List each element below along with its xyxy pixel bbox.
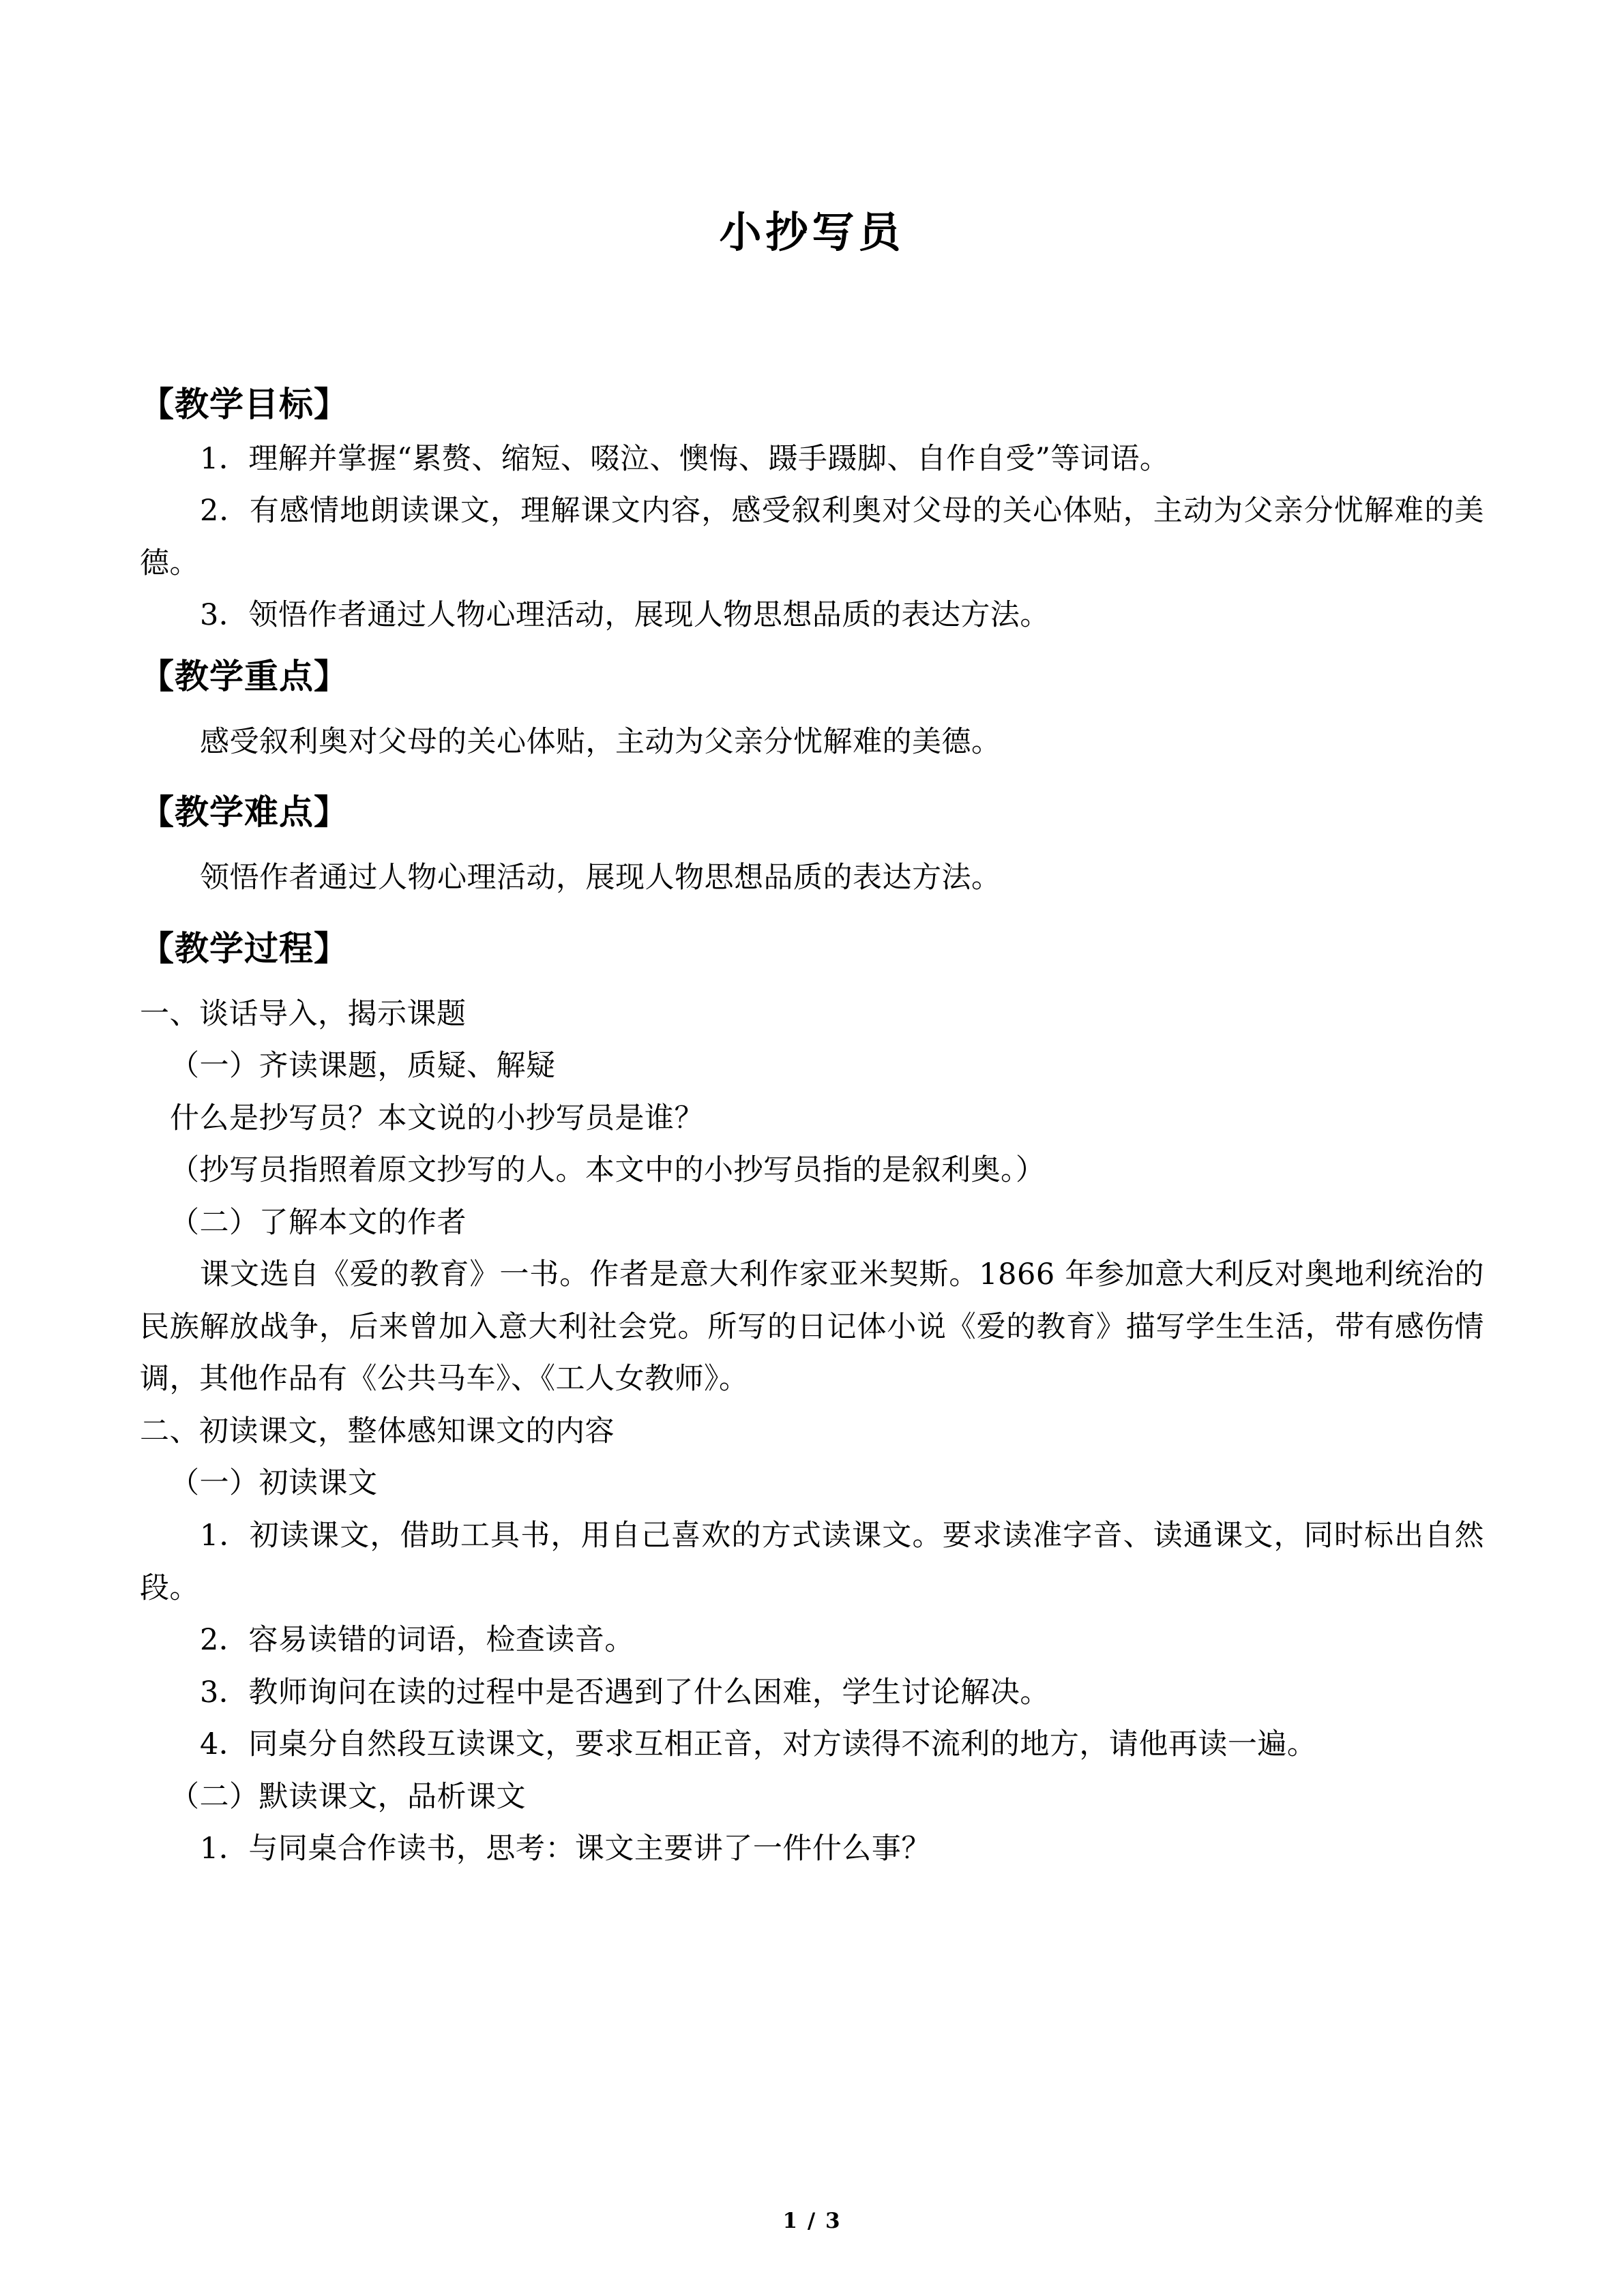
process-part-two-sub-b-item-1: 1．与同桌合作读书，思考：课文主要讲了一件什么事？ (200, 1832, 931, 1866)
process-part-one-title: 一、谈话导入，揭示课题 (140, 996, 467, 1031)
section-heading-difficulties: 【教学难点】 (140, 792, 349, 833)
spacer (140, 768, 1484, 788)
process-part-one-sub-b-title: （二）了解本文的作者 (170, 1205, 467, 1240)
process-part-two-title: 二、初读课文，整体感知课文的内容 (140, 1414, 615, 1448)
process-part-one-sub-a-title: （一）齐读课题，质疑、解疑 (170, 1049, 556, 1084)
title-spacer (140, 259, 1484, 381)
process-part-one-sub-a-line2: （抄写员指照着原文抄写的人。本文中的小抄写员指的是叙利奥。） (170, 1153, 1046, 1188)
section-heading-key-points: 【教学重点】 (140, 656, 349, 696)
spacer (140, 904, 1484, 925)
process-part-one-sub-b-body: 课文选自《爱的教育》一书。作者是意大利作家亚米契斯。1866 年参加意大利反对奥地利统治的民族解放战争，后来曾加入意大利社会党。所写的日记体小说《爱的教育》描写学生生活，带有感伤情调，其他作品有《公共马车》、《工人女教师》。 (140, 1257, 1484, 1397)
section-heading-objectives: 【教学目标】 (140, 384, 349, 424)
spacer (140, 841, 1484, 852)
process-part-two-item-1: 1．初读课文，借助工具书，用自己喜欢的方式读课文。要求读准字音、读通课文，同时标出自然段。 (140, 1519, 1484, 1605)
objective-item-2: 2．有感情地朗读课文，理解课文内容，感受叙利奥对父母的关心体贴，主动为父亲分忧解难的美德。 (140, 494, 1484, 580)
section-heading-process: 【教学过程】 (140, 928, 349, 968)
objective-item-1: 1．理解并掌握“累赘、缩短、啜泣、懊悔、蹑手蹑脚、自作自受”等词语。 (200, 441, 1170, 476)
difficulties-body: 领悟作者通过人物心理活动，展现人物思想品质的表达方法。 (200, 861, 1001, 895)
spacer (140, 977, 1484, 988)
page-number-footer: 1 / 3 (782, 2209, 842, 2233)
spacer (140, 705, 1484, 716)
process-part-two-sub-b-title: （二）默读课文，品析课文 (170, 1779, 526, 1814)
process-part-two-item-2: 2．容易读错的词语，检查读音。 (200, 1623, 634, 1658)
process-part-two-item-4: 4．同桌分自然段互读课文，要求互相正音，对方读得不流利的地方，请他再读一遍。 (200, 1727, 1317, 1762)
process-part-two-sub-a-title: （一）初读课文 (170, 1466, 378, 1501)
key-points-body: 感受叙利奥对父母的关心体贴，主动为父亲分忧解难的美德。 (200, 724, 1001, 759)
spacer (140, 642, 1484, 653)
process-part-two-item-3: 3．教师询问在读的过程中是否遇到了什么困难，学生讨论解决。 (200, 1675, 1050, 1710)
page-title: 小抄写员 (719, 207, 905, 257)
process-part-one-sub-a-line1: 什么是抄写员？本文说的小抄写员是谁？ (170, 1101, 704, 1135)
objective-item-3: 3．领悟作者通过人物心理活动，展现人物思想品质的表达方法。 (200, 598, 1050, 633)
